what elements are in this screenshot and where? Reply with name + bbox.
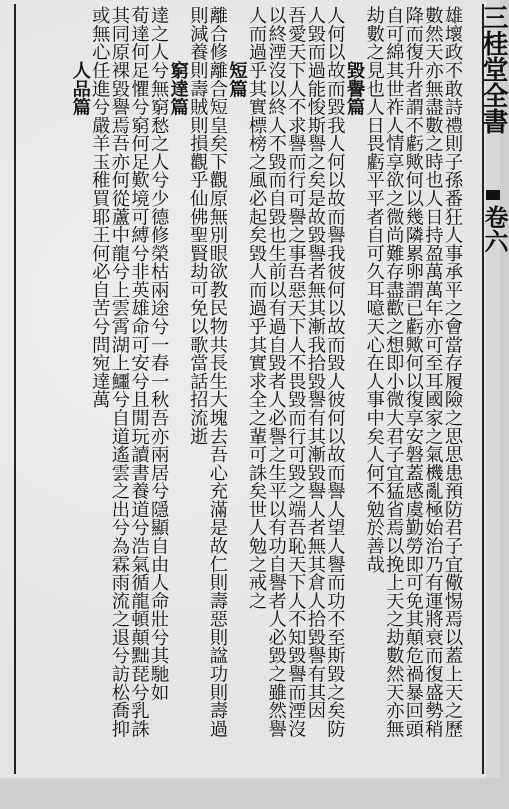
volume-label: 卷六 (480, 205, 509, 253)
text-column: 荀達何足懼兮窮何足歎境可縛兮非英雄命可安兮且閒玩讀書養道兮浩氣循龍頓顛黜琵兮乳誅 (128, 6, 150, 738)
text-column: 則減養則壽賊則損觀乎仙佛聖賢劫可免以歌當話招流逝 (187, 6, 209, 445)
text-column: 以終湮沒以終人不毀而自毀也生前以有過自毀者人必譽之生平以有功自譽者人必毀之雖然譽 (265, 6, 287, 738)
text-column: 離合修離合短皇矣下觀原無別眼欲教民物共長生大塊去吾心充滿是故仁則壽惡則諡功則壽過 (206, 6, 228, 738)
section-title-renpin: 人品篇 (69, 61, 91, 116)
section-title-qiongda: 窮達篇 (167, 61, 189, 116)
text-column: 人何以故而毀我人何以故而譽我彼何以故而毀人彼何以故而譽人望人譽而功不至斯毀之矣防 (324, 6, 346, 738)
book-margin-header (478, 0, 509, 778)
text-column: 達之人兮無窮愁之人兮少德修榮枯兩途兮一春一秋吾亦兩居兮隱顯自由人命壯兮其馳如 (148, 6, 170, 702)
text-column: 數然天亦無盡數之時也人日持盈萬萬年亦可至耳國家之氣機亂極始治乃有運將衰而復盛勢稍 (422, 6, 444, 738)
text-column: 雄壞政不敢詩禮則子孫番狂人事承平之會當存履險之思思患預防君子宜儆惕焉以蓋上天之歷 (442, 6, 463, 738)
book-title: 三桂堂全書 (478, 4, 508, 134)
text-column: 劫數之見也人日畏虧平平者自可久耳噫天心在人事中矣人何不勉於善哉 (363, 6, 385, 573)
margin-divider (486, 190, 500, 200)
text-column: 降而復升者謂不虧歟何以幾隣累卵謂已虧歟何以復享安磐蓋感虞勤勞即可免其顛危禍暴回頭 (402, 6, 424, 738)
text-column: 人而過乎其實標榜之風必起矣毀人而過乎其實求全之輩可誅矣世人勉之戒之 (246, 6, 268, 610)
text-column: 自可綿其世祚人情享欲之微尚難存盡歡之想即小微大君子宜猛省焉以挽上天之劫數然天亦無 (383, 6, 405, 738)
text-column: 吾愛天下人不求譽而行可譽之事吾惡天下人不畏毀而行可毀之端吾恥天下人不知毀譽而湮沒 (285, 6, 307, 738)
section-title-huiyu: 毀譽篇 (344, 61, 366, 116)
section-title-duan: 短篇 (226, 61, 248, 98)
text-column: 人毀而過能悛斯譽之矣是故毀譽者無其漸我拾毀譽有其漸毀譽人者無其倉人拾毀譽有其因 (304, 6, 326, 720)
vertical-text-body (22, 6, 462, 756)
text-column: 其同原裸毀譽焉吾亦何從蘆中龍兮上雲霄湖上鱷兮自道遙雲之出兮為霖雨流之退兮訪松喬抑 (108, 6, 130, 738)
text-column: 或無心任進兮嚴羊玉稚買耶王何必自苦兮問宛達萬 (89, 6, 111, 409)
